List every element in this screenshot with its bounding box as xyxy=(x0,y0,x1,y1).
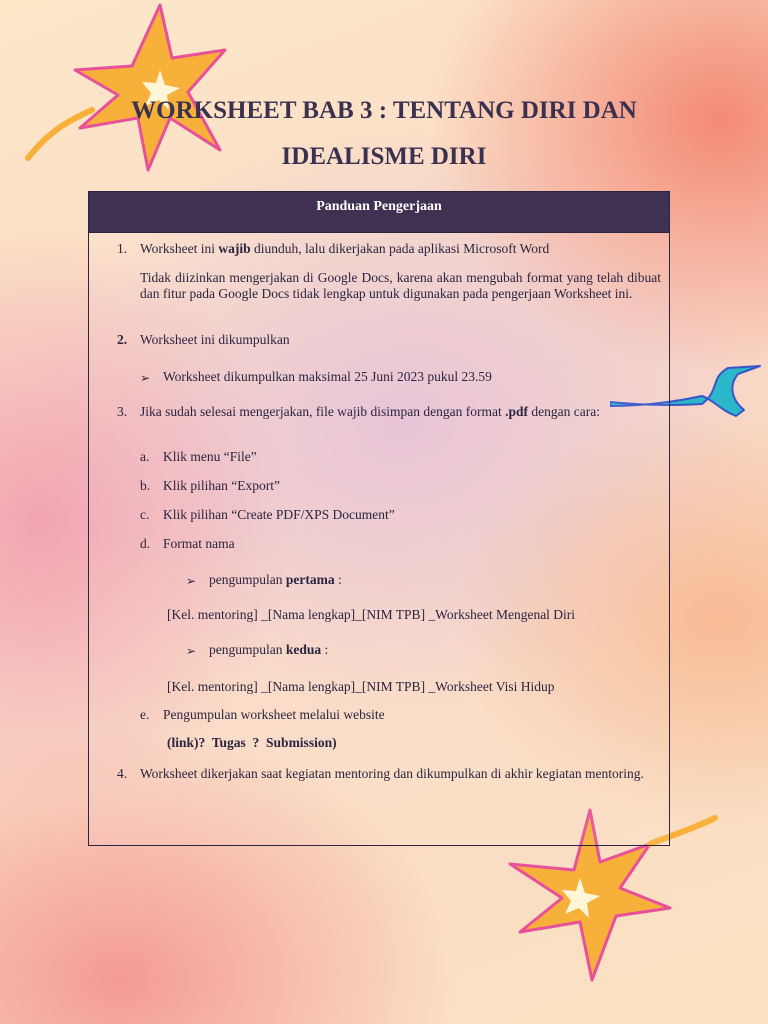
instructions-box xyxy=(88,191,670,846)
arrow-bullet-icon: ➢ xyxy=(186,644,197,658)
page-title xyxy=(0,88,768,180)
instructions-header: Panduan Pengerjaan xyxy=(89,192,669,233)
item-1-number: 1. xyxy=(117,241,128,256)
item-3-text: Jika sudah selesai mengerjakan, file wajib disimpan dengan format .pdf dengan cara: xyxy=(140,404,600,419)
step-a-text: Klik menu “File” xyxy=(163,449,257,464)
step-c-letter: c. xyxy=(140,507,150,522)
item-2-number: 2. xyxy=(117,332,128,347)
title-line-1: WORKSHEET BAB 3 : TENTANG DIRI DAN xyxy=(131,97,637,124)
step-e-text: Pengumpulan worksheet melalui website xyxy=(163,707,385,722)
item-4-text: Worksheet dikerjakan saat kegiatan mentoring dan dikumpulkan di akhir kegiatan mentoring. xyxy=(140,766,644,781)
step-b-letter: b. xyxy=(140,478,151,493)
submission-link[interactable]: (link)? Tugas ? Submission) xyxy=(167,735,337,750)
item-2-deadline: Worksheet dikumpulkan maksimal 25 Juni 2023 pukul 23.59 xyxy=(163,369,492,384)
item-1-note: Tidak diizinkan mengerjakan di Google Docs, karena akan mengubah format yang telah dibuat dan fitur pada Google Docs tidak lengkap untuk digunakan pada pengerjaan Worksheet ini. xyxy=(140,270,661,301)
item-4-number: 4. xyxy=(117,766,128,781)
item-3-number: 3. xyxy=(117,404,128,419)
step-b-text: Klik pilihan “Export” xyxy=(163,478,280,493)
first-submission-label: pengumpulan pertama : xyxy=(209,572,342,587)
step-d-letter: d. xyxy=(140,536,151,551)
arrow-bullet-icon: ➢ xyxy=(186,574,197,588)
step-d-text: Format nama xyxy=(163,536,235,551)
step-c-text: Klik pilihan “Create PDF/XPS Document” xyxy=(163,507,395,522)
item-1-text: Worksheet ini wajib diunduh, lalu dikerjakan pada aplikasi Microsoft Word xyxy=(140,241,550,256)
step-e-letter: e. xyxy=(140,707,150,722)
second-submission-label: pengumpulan kedua : xyxy=(209,642,329,657)
step-a-letter: a. xyxy=(140,449,150,464)
item-2-text: Worksheet ini dikumpulkan xyxy=(140,332,290,347)
second-submission-format: [Kel. mentoring] _[Nama lengkap]_[NIM TPB] _Worksheet Visi Hidup xyxy=(167,679,555,694)
first-submission-format: [Kel. mentoring] _[Nama lengkap]_[NIM TPB] _Worksheet Mengenal Diri xyxy=(167,607,576,622)
arrow-bullet-icon: ➢ xyxy=(140,371,151,385)
title-line-2: IDEALISME DIRI xyxy=(281,143,487,170)
